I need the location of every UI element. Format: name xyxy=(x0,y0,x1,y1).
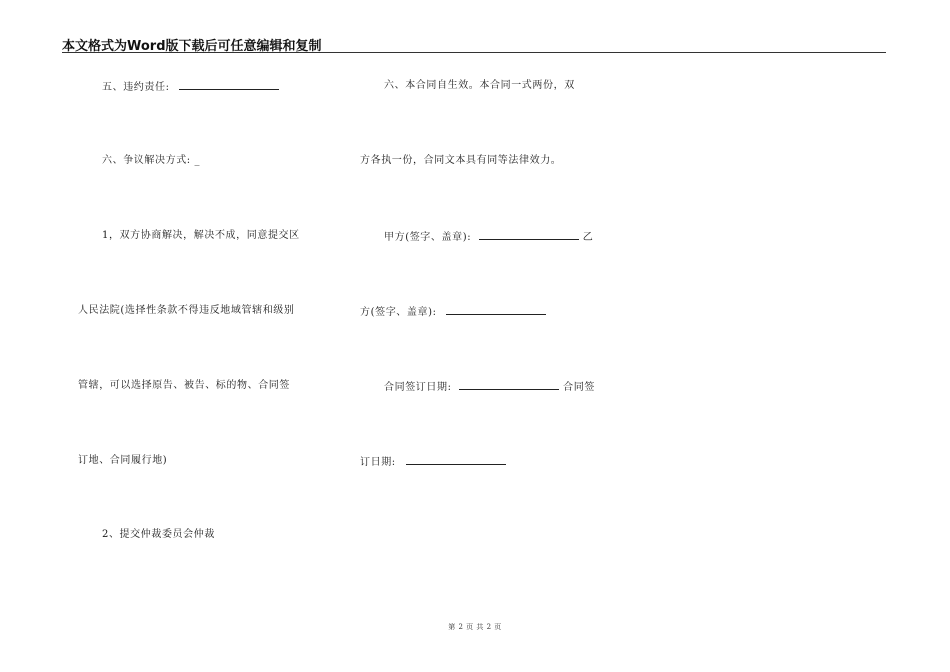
right-line-party-a-signature xyxy=(384,230,593,244)
right-line-signing-date-a xyxy=(384,380,595,394)
document-header-title: 本文格式为Word版下载后可任意编辑和复制 xyxy=(62,39,322,54)
left-line-signing-place: 订地、合同履行地) xyxy=(78,455,168,466)
party-a-signature-label: 甲方(签字、盖章): xyxy=(384,232,472,243)
left-line-court: 人民法院(选择性条款不得违反地域管辖和级别 xyxy=(78,305,295,316)
signing-date-b-prefix: 合同签 xyxy=(563,382,595,393)
page-number-footer: 第 2 页 共 2 页 xyxy=(448,623,502,631)
party-b-prefix: 乙 xyxy=(582,232,594,243)
left-line-arbitration: 2、提交仲裁委员会仲裁 xyxy=(102,529,215,540)
left-line-jurisdiction: 管辖，可以选择原告、被告、标的物、合同签 xyxy=(78,380,290,391)
signing-date-b-label: 订日期: xyxy=(360,457,396,468)
header-divider xyxy=(62,52,886,53)
right-line-party-b-signature xyxy=(360,305,546,319)
left-line-breach-liability xyxy=(102,80,279,94)
left-line-negotiation: 1，双方协商解决，解决不成，同意提交区 xyxy=(102,230,300,241)
signing-date-a-label: 合同签订日期: xyxy=(384,382,452,393)
left-line-dispute-resolution: 六、争议解决方式: _ xyxy=(102,155,201,166)
party-b-signature-label: 方(签字、盖章): xyxy=(360,307,437,318)
right-line-signing-date-b xyxy=(360,455,506,469)
right-line-copies: 方各执一份，合同文本具有同等法律效力。 xyxy=(360,155,562,166)
party-a-signature-blank xyxy=(479,230,579,240)
signing-date-a-blank xyxy=(459,380,559,390)
breach-liability-blank xyxy=(179,80,279,90)
breach-liability-label: 五、违约责任: xyxy=(102,82,170,93)
signing-date-b-blank xyxy=(406,455,506,465)
right-line-effectiveness: 六、本合同自生效。本合同一式两份，双 xyxy=(384,80,575,91)
party-b-signature-blank xyxy=(446,305,546,315)
